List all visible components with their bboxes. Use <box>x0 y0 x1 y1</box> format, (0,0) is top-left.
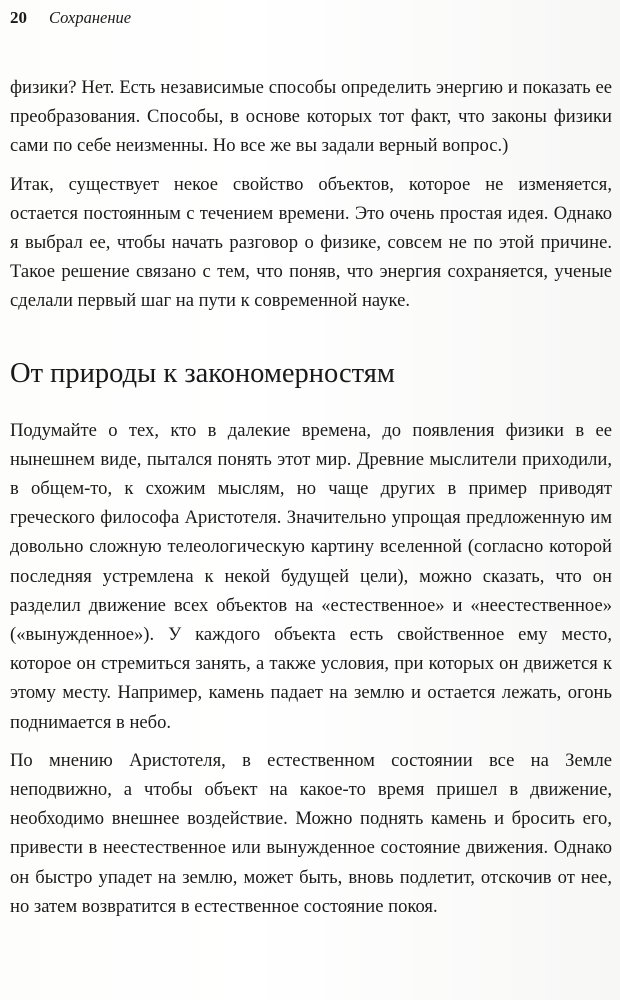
running-head-title: Сохранение <box>49 8 132 27</box>
paragraph: По мнению Аристотеля, в естественном состоянии все на Земле неподвижно, а чтобы объект на какое-то время пришел в движение, необходимо внешнее воздействие. Можно поднять камень и бросить его, привести в неестественное или вынужденное состояние движения. Однако он быстро упадет на землю, может быть, вновь подлетит, отскочив от нее, но затем возвратится в естественное состояние покоя. <box>10 749 612 917</box>
paragraph: Подумайте о тех, кто в далекие времена, до появления физики в ее нынешнем виде, пытался понять этот мир. Древние мыслители приходили, в общем-то, к схожим мыслям, но чаще других в пример приводят греческого философа Аристотеля. Значительно упрощая предложенную им довольно сложную телеологическую картину вселенной (согласно которой последняя устремлена к некой будущей цели), можно сказать, что он разделил движение всех объектов на «естественное» и «неестественное» («вынужденное»). У каждого объекта есть свойственное ему место, которое он стремиться занять, а также условия, при которых он движется к этому месту. Например, камень падает на землю и остается лежать, огонь поднимается в небо. <box>10 419 612 733</box>
section-heading: От природы к закономерностям <box>10 357 395 389</box>
paragraph: физики? Нет. Есть независимые способы определить энергию и показать ее преобразования. Способы, в основе которых тот факт, что законы физики сами по себе неизменны. Но все же вы задали верный вопрос.) <box>10 77 612 157</box>
paragraph: Итак, существует некое свойство объектов, которое не изменяется, остается постоянным с течением времени. Это очень простая идея. Однако я выбрал ее, чтобы начать разговор о физике, совсем не по этой причине. Такое решение связано с тем, что поняв, что энергия сохраняется, ученые сделали первый шаг на пути к современной науке. <box>10 173 612 312</box>
running-head <box>10 8 612 36</box>
page-number: 20 <box>10 8 27 27</box>
